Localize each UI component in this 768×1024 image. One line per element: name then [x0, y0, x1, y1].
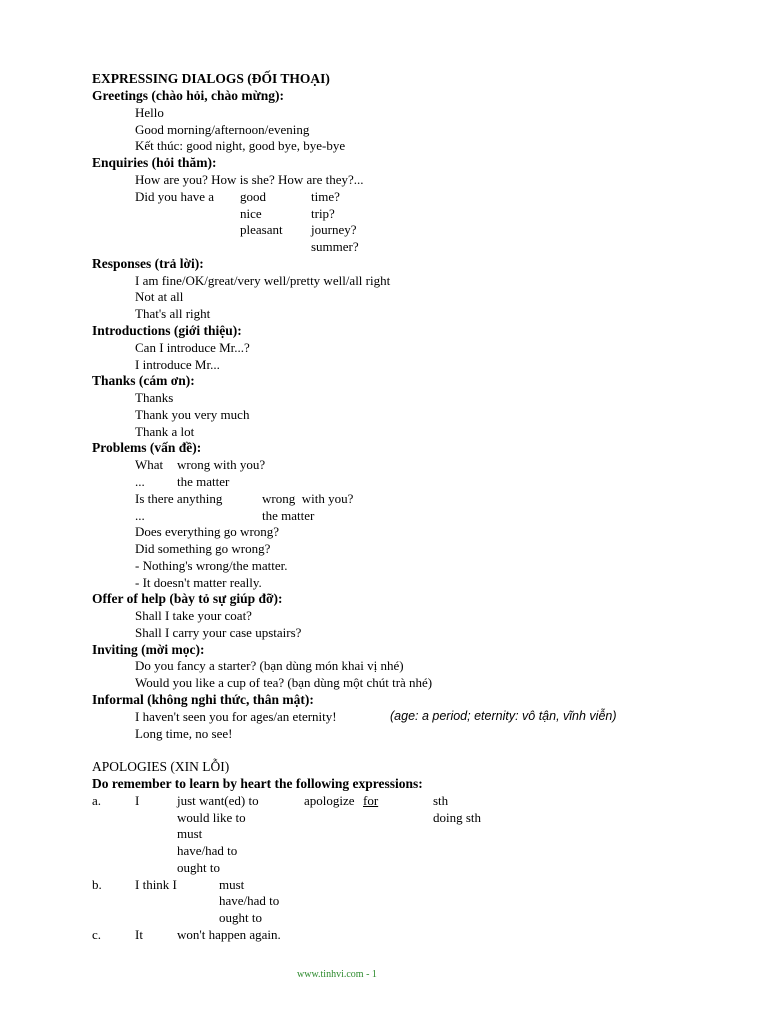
- apology-a-modal: ought to: [177, 860, 220, 875]
- introductions-heading: Introductions (giới thiệu):: [92, 323, 242, 338]
- informal-note: (age: a period; eternity: vô tận, vĩnh viễn): [390, 709, 617, 723]
- inviting-line: Do you fancy a starter? (bạn dùng món khai vị nhé): [135, 658, 404, 673]
- problems-line: Did something go wrong?: [135, 541, 271, 556]
- apology-a-object: sth: [433, 793, 449, 808]
- enquiries-noun: time?: [311, 189, 340, 204]
- enquiries-line: How are you? How is she? How are they?...: [135, 172, 364, 187]
- apology-a-modal: have/had to: [177, 843, 238, 858]
- thanks-line: Thank a lot: [135, 424, 195, 439]
- informal-line: I haven't seen you for ages/an eternity!: [135, 709, 337, 724]
- enquiries-adjective: nice: [240, 206, 262, 221]
- responses-line: I am fine/OK/great/very well/pretty well/all right: [135, 273, 391, 288]
- apologies-title: APOLOGIES (XIN LỖI): [92, 759, 230, 774]
- problems-is-there-anything: Is there anything: [135, 491, 223, 506]
- greetings-line: Hello: [135, 105, 164, 120]
- problems-dots: ...: [135, 474, 145, 489]
- apology-a-modal: must: [177, 826, 203, 841]
- thanks-heading: Thanks (cám ơn):: [92, 373, 195, 388]
- responses-line: Not at all: [135, 289, 184, 304]
- page-title: EXPRESSING DIALOGS (ĐỐI THOẠI): [92, 71, 330, 86]
- apology-a-modal: would like to: [177, 810, 246, 825]
- responses-heading: Responses (trả lời):: [92, 256, 204, 271]
- apology-a-object: doing sth: [433, 810, 482, 825]
- apology-a-modal: just want(ed) to: [177, 793, 259, 808]
- enquiries-lead: Did you have a: [135, 189, 215, 204]
- greetings-heading: Greetings (chào hỏi, chào mừng):: [92, 88, 284, 103]
- apology-b-modal: ought to: [219, 910, 262, 925]
- problems-dots: ...: [135, 508, 145, 523]
- inviting-heading: Inviting (mời mọc):: [92, 642, 205, 657]
- apology-c-label: c.: [92, 927, 102, 942]
- apology-b-label: b.: [92, 877, 102, 892]
- offer-of-help-line: Shall I carry your case upstairs?: [135, 625, 302, 640]
- problems-heading: Problems (vấn đề):: [92, 440, 202, 455]
- offer-of-help-heading: Offer of help (bày tỏ sự giúp đỡ):: [92, 591, 283, 606]
- introductions-line: I introduce Mr...: [135, 357, 220, 372]
- enquiries-noun: summer?: [311, 239, 359, 254]
- apologies-instruction: Do remember to learn by heart the following expressions:: [92, 776, 423, 791]
- responses-line: That's all right: [135, 306, 211, 321]
- apology-c-rest: won't happen again.: [177, 927, 281, 942]
- problems-what: What: [135, 457, 164, 472]
- informal-line: Long time, no see!: [135, 726, 233, 741]
- apology-a-verb: apologize: [304, 793, 355, 808]
- apology-b-modal: must: [219, 877, 245, 892]
- thanks-line: Thanks: [135, 390, 174, 405]
- enquiries-noun: trip?: [311, 206, 335, 221]
- greetings-line: Kết thúc: good night, good bye, bye-bye: [135, 138, 346, 153]
- offer-of-help-line: Shall I take your coat?: [135, 608, 252, 623]
- problems-line: Does everything go wrong?: [135, 524, 280, 539]
- page-footer: www.tinhvi.com - 1: [297, 969, 377, 980]
- enquiries-noun: journey?: [311, 222, 357, 237]
- apology-a-subject: I: [135, 793, 140, 808]
- apology-b-modal: have/had to: [219, 893, 280, 908]
- apology-b-subject: I think I: [135, 877, 177, 892]
- enquiries-adjective: pleasant: [240, 222, 283, 237]
- problems-the-matter: the matter: [177, 474, 230, 489]
- problems-wrong-with-you: wrong with you?: [177, 457, 266, 472]
- problems-the-matter: the matter: [262, 508, 315, 523]
- apology-a-prep: for: [363, 793, 379, 808]
- apology-c-subject: It: [135, 927, 143, 942]
- problems-line: - Nothing's wrong/the matter.: [135, 558, 288, 573]
- enquiries-heading: Enquiries (hỏi thăm):: [92, 155, 217, 170]
- inviting-line: Would you like a cup of tea? (bạn dùng một chút trà nhé): [135, 675, 433, 690]
- problems-line: - It doesn't matter really.: [135, 575, 262, 590]
- informal-heading: Informal (không nghi thức, thân mật):: [92, 692, 314, 707]
- problems-wrong-with-you: wrong with you?: [262, 491, 354, 506]
- enquiries-adjective: good: [240, 189, 266, 204]
- thanks-line: Thank you very much: [135, 407, 250, 422]
- introductions-line: Can I introduce Mr...?: [135, 340, 250, 355]
- apology-a-label: a.: [92, 793, 102, 808]
- greetings-line: Good morning/afternoon/evening: [135, 122, 310, 137]
